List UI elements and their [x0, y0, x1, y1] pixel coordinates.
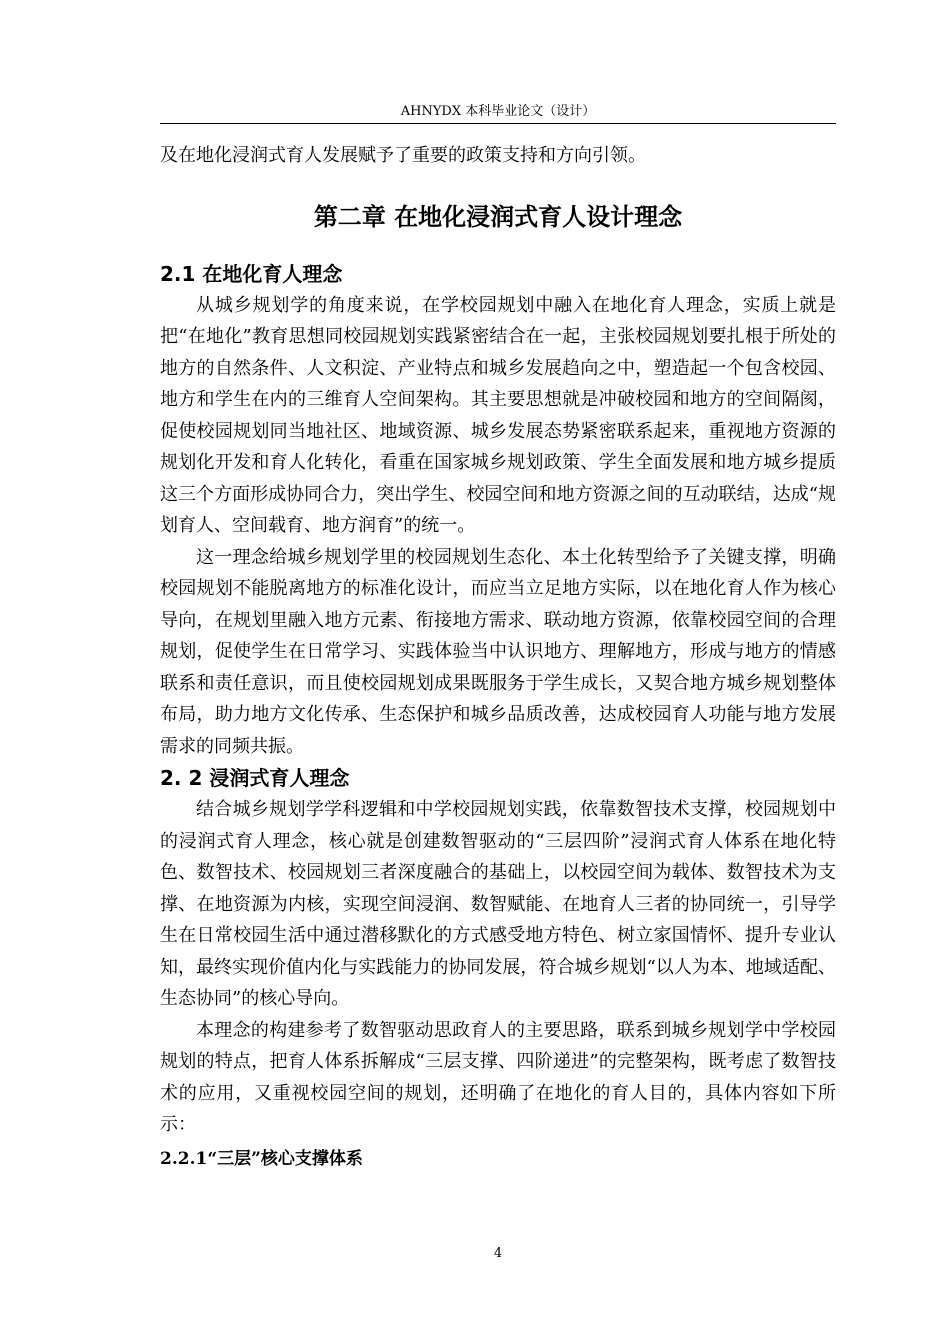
section-2-2-heading: 2. 2 浸润式育人理念 — [160, 766, 350, 790]
section-2-2-paragraph-1: 结合城乡规划学学科逻辑和中学校园规划实践，依靠数智技术支撑，校园规划中的浸润式育人理念，核心就是创建数智驱动的“三层四阶”浸润式育人体系在地化特色、数智技术、校园规划三者深度融合的基础上，以校园空间为载体、数智技术为支撑、在地资源为内核，实现空间浸润、数智赋能、在地育人三者的协同统一，引导学生在日常校园生活中通过潜移默化的方式感受地方特色、树立家国情怀、提升专业认知，最终实现价值内化与实践能力的协同发展，符合城乡规划“以人为本、地域适配、生态协同”的核心导向。 — [160, 799, 836, 1009]
section-2-1-paragraph-2: 这一理念给城乡规划学里的校园规划生态化、本土化转型给予了关键支撑，明确校园规划不能脱离地方的标准化设计，而应当立足地方实际，以在地化育人作为核心导向，在规划里融入地方元素、衔接地方需求、联动地方资源，依靠校园空间的合理规划，促使学生在日常学习、实践体验当中认识地方、理解地方，形成与地方的情感联系和责任意识，而且使校园规划成果既服务于学生成长，又契合地方城乡规划整体布局，助力地方文化传承、生态保护和城乡品质改善，达成校园育人功能与地方发展需求的同频共振。 — [160, 546, 836, 757]
chapter-title: 第二章 在地化浸润式育人设计理念 — [313, 202, 683, 231]
page-header: AHNYDX 本科毕业论文（设计） — [400, 104, 596, 119]
section-2-1-paragraph-1: 从城乡规划学的角度来说，在学校园规划中融入在地化育人理念，实质上就是把“在地化”教育思想同校园规划实践紧密结合在一起，主张校园规划要扎根于所处的地方的自然条件、人文积淀、产业特点和城乡发展趋向之中，塑造起一个包含校园、地方和学生在内的三维育人空间架构。其主要思想就是冲破校园和地方的空间隔阂，促使校园规划同当地社区、地域资源、城乡发展态势紧密联系起来，重视地方资源的规划化开发和育人化转化，看重在国家城乡规划政策、学生全面发展和地方城乡提质这三个方面形成协同合力，突出学生、校园空间和地方资源之间的互动联结，达成“规划育人、空间载育、地方润育”的统一。 — [160, 294, 836, 536]
section-2-1-heading: 2.1 在地化育人理念 — [160, 261, 343, 286]
section-2-2-paragraph-2: 本理念的构建参考了数智驱动思政育人的主要思路，联系到城乡规划学中学校园规划的特点，把育人体系拆解成“三层支撑、四阶递进”的完整架构，既考虑了数智技术的应用，又重视校园空间的规划，还明确了在地化的育人目的，具体内容如下所示： — [160, 1019, 836, 1135]
page-number: 4 — [493, 1246, 503, 1261]
intro-line: 及在地化浸润式育人发展赋予了重要的政策支持和方向引领。 — [160, 145, 646, 166]
subsection-2-2-1-heading: 2.2.1“三层”核心支撑体系 — [160, 1148, 363, 1169]
header-rule — [160, 123, 836, 124]
page-body — [160, 140, 836, 1175]
